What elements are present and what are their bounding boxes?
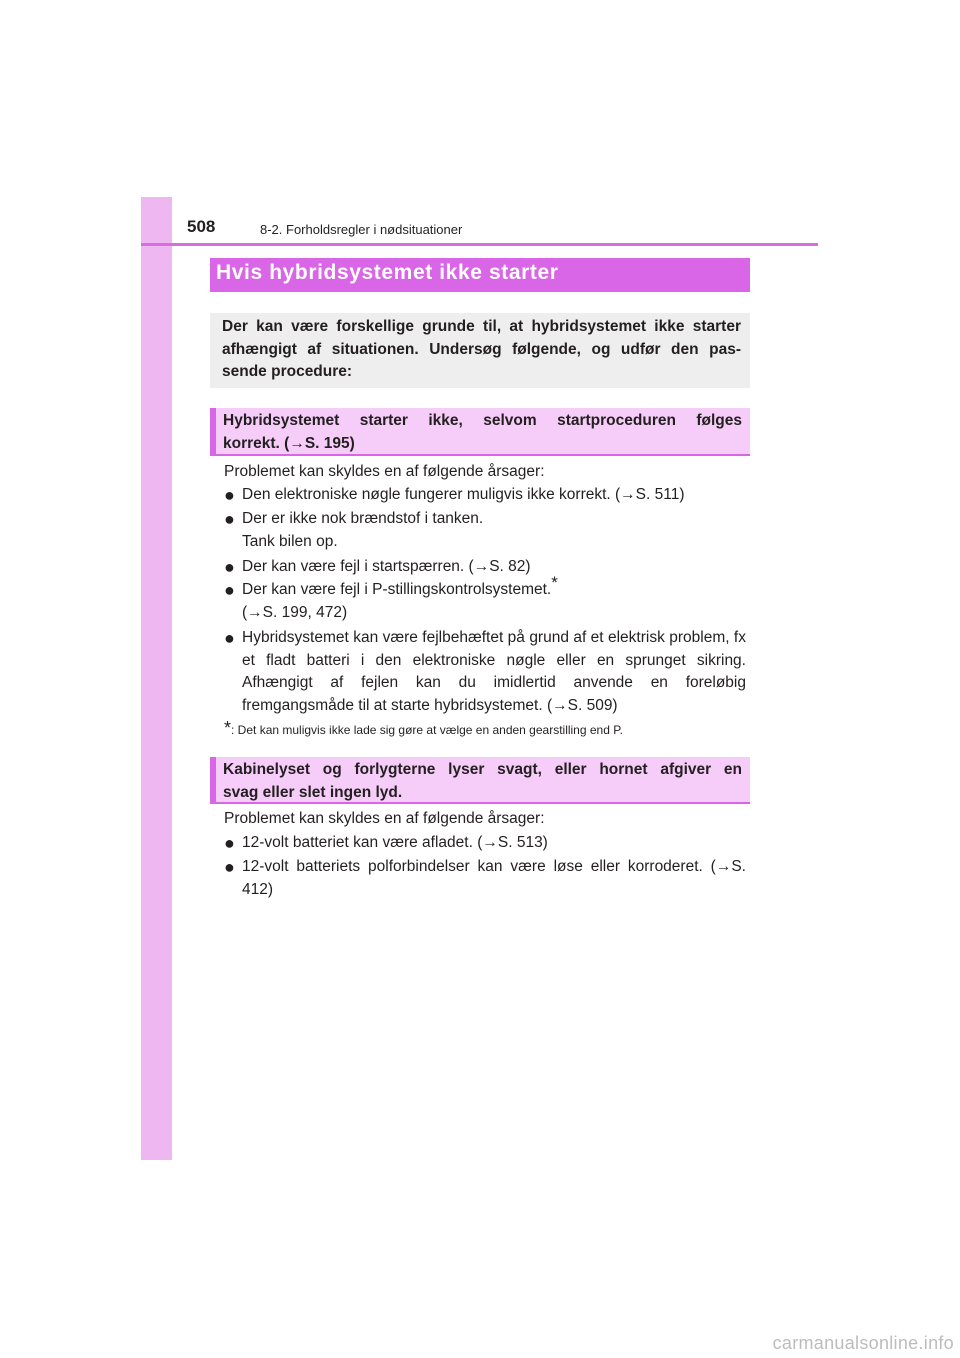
list-item xyxy=(224,856,746,901)
intro-line: sende procedure: xyxy=(222,363,353,380)
list-item xyxy=(224,832,746,855)
list-item-text: 12-volt batteriets polforbindelser kan være løse eller korroderet. (→S. 412) xyxy=(242,858,746,898)
intro-box xyxy=(210,313,750,388)
bullet-icon: ● xyxy=(224,857,235,877)
watermark: carmanualsonline.info xyxy=(772,1333,954,1353)
list-item-text: Der kan være fejl i startspærren. (→S. 82) xyxy=(242,558,531,575)
page-number: 508 xyxy=(187,217,216,236)
list-item-text: Der er ikke nok brændstof i tanken. xyxy=(242,510,484,527)
footnote-text: : Det kan muligvis ikke lade sig gøre at vælge en anden gearstilling end P. xyxy=(231,723,624,737)
subsection-heading-line: korrekt. (→S. 195) xyxy=(223,434,355,452)
list-item-text: 12-volt batteriet kan være afladet. (→S. 513) xyxy=(242,834,548,851)
side-tab-strip xyxy=(141,197,172,1160)
bullet-icon: ● xyxy=(224,509,235,529)
list-item-text: Den elektroniske nøgle fungerer muligvis ikke korrekt. (→S. 511) xyxy=(242,486,685,503)
bullet-icon: ● xyxy=(224,580,235,600)
subsection-heading-line: svag eller slet ingen lyd. xyxy=(223,783,403,801)
causes-lead: Problemet kan skyldes en af følgende årsager: xyxy=(224,810,545,827)
list-item-text-2: Tank bilen op. xyxy=(242,532,338,550)
list-item xyxy=(224,484,746,507)
subsection-heading-2 xyxy=(210,757,750,804)
footnote-marker: * xyxy=(551,572,558,592)
page-title: Hvis hybridsystemet ikke starter xyxy=(210,258,750,292)
bullet-icon: ● xyxy=(224,557,235,577)
causes-lead: Problemet kan skyldes en af følgende årsager: xyxy=(224,463,545,480)
list-item-text-2: (→S. 199, 472) xyxy=(242,603,348,621)
subsection-heading-line: Kabinelyset og forlygterne lyser svagt, eller hornet afgiver en xyxy=(223,761,742,778)
bullet-icon: ● xyxy=(224,833,235,853)
list-item-text: Der kan være fejl i P-stillingskontrolsystemet. xyxy=(242,581,552,598)
list-item xyxy=(224,627,746,717)
footnote-star: * xyxy=(224,718,232,738)
chapter-section-title: 8-2. Forholdsregler i nødsituationer xyxy=(260,222,463,237)
list-item xyxy=(224,556,746,579)
list-item xyxy=(224,508,746,553)
intro-line: Der kan være forskellige grunde til, at hybridsystemet ikke starter xyxy=(222,318,741,335)
intro-line: afhængigt af situationen. Undersøg følgende, og udfør den pas- xyxy=(222,340,741,358)
subsection-heading-1 xyxy=(210,408,750,456)
bullet-icon: ● xyxy=(224,485,235,505)
footnote xyxy=(224,719,746,741)
list-item-text: Hybridsystemet kan være fejlbehæftet på grund af et elektrisk problem, fx et fladt batteri i den elektroniske nøgle eller en sprunget sikring. Afhængigt af fejlen kan du imidlertid anvende en foreløbig fremgangsmåde til at starte hybridsystemet. (→S. 509) xyxy=(242,629,746,714)
header-divider xyxy=(141,243,818,246)
bullet-icon: ● xyxy=(224,628,235,648)
list-item xyxy=(224,572,746,624)
subsection-heading-line: Hybridsystemet starter ikke, selvom startproceduren følges xyxy=(223,412,742,429)
